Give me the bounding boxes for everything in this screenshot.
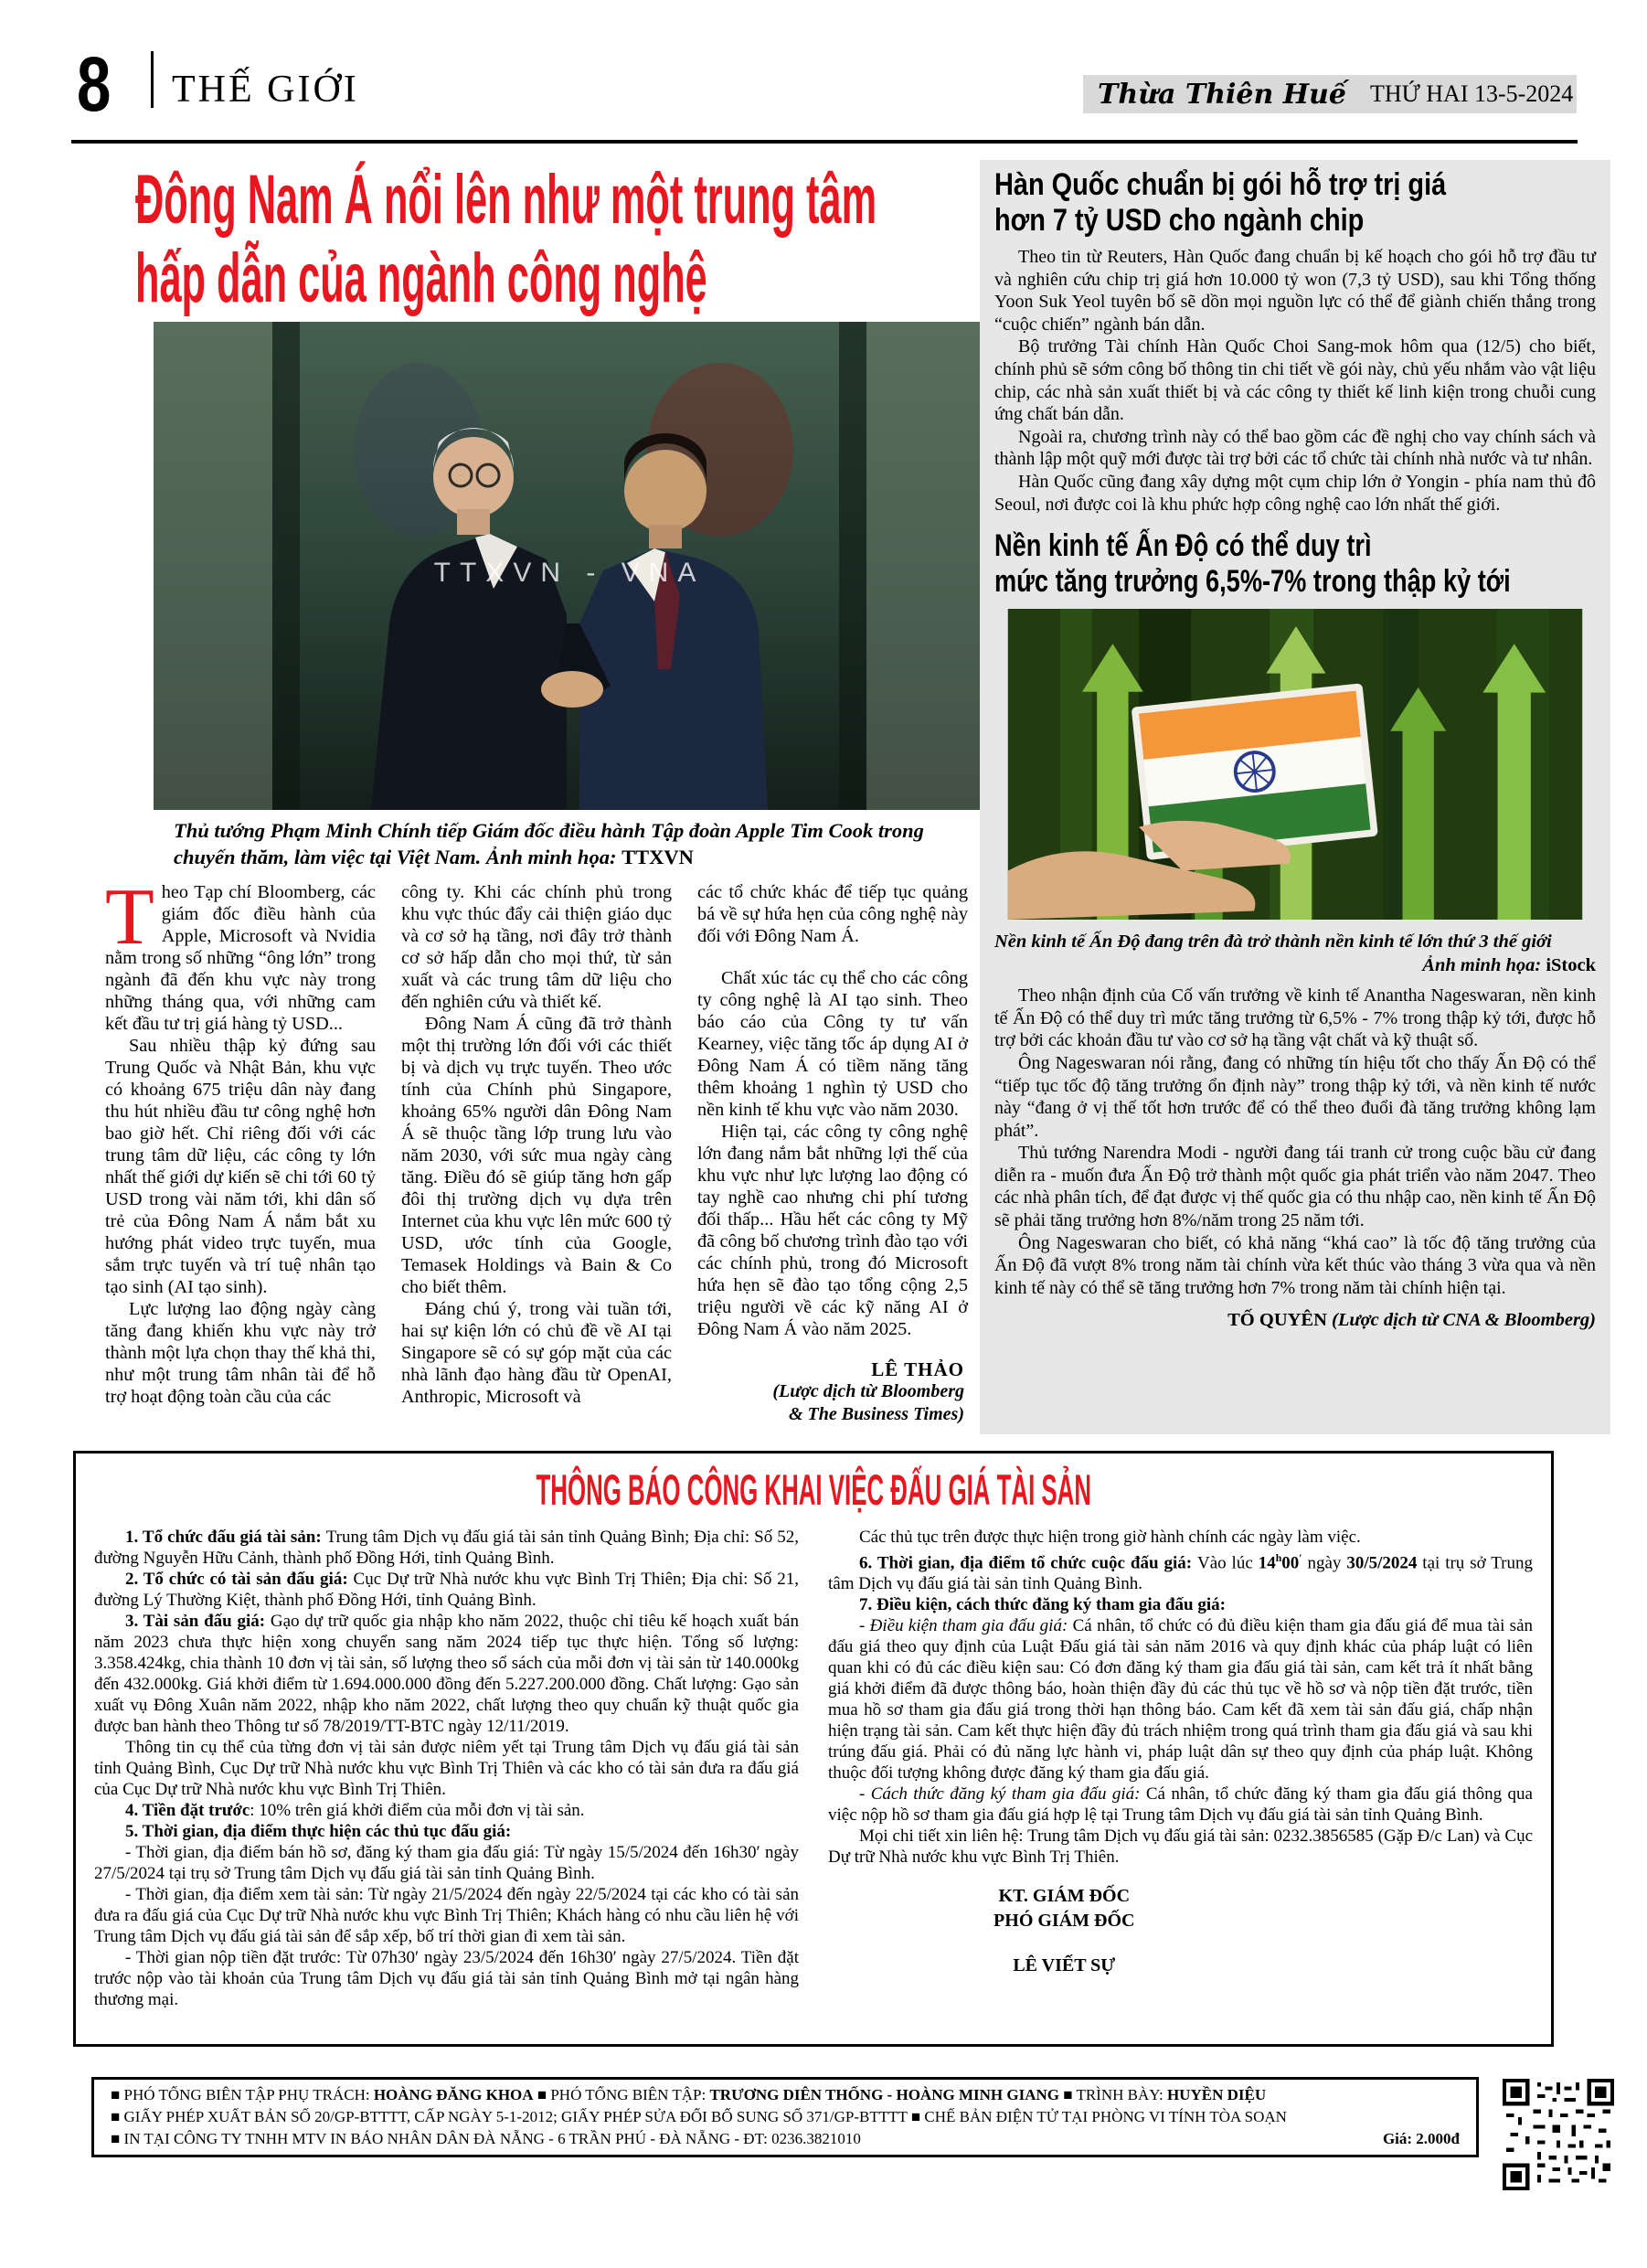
auction-signature-block xyxy=(870,1884,1258,1978)
imprint-line-3 xyxy=(111,2130,1460,2148)
paragraph: Theo tin từ Reuters, Hàn Quốc đang chuẩn bị kế hoạch cho gói hỗ trợ đầu tư và nghiên cứu chip trị giá hơn 10.000 tỷ won (7,3 tỷ USD), sau khi Tổng thống Yoon Suk Yeol tuyên bố sẽ dồn mọi nguồn lực có thể để giành chiến thắng trong “cuộc chiến” ngành bán dẫn. xyxy=(994,247,1596,335)
paragraph: Ngoài ra, chương trình này có thể bao gồm các đề nghị cho vay chính sách và thành lập một quỹ mới được tài trợ bởi các tổ chức tài chính nhà nước và tư nhân. xyxy=(994,426,1596,470)
paragraph: - Thời gian, địa điểm bán hồ sơ, đăng ký tham gia đấu giá: Từ ngày 15/5/2024 đến 16h30′ ngày 27/5/2024 tại trụ sở Trung tâm Dịch vụ đấu giá tài sản tỉnh Quảng Bình. xyxy=(94,1843,799,1883)
header-divider xyxy=(151,51,154,108)
india-photo xyxy=(994,609,1596,924)
paragraph: 7. Điều kiện, cách thức đăng ký tham gia đấu giá: xyxy=(859,1595,1226,1615)
paragraph: 2. Tổ chức có tài sản đấu giá: Cục Dự trữ Nhà nước khu vực Bình Trị Thiên; Địa chỉ: Số 21, đường Lý Thường Kiệt, thành phố Đồng Hới, tỉnh Quảng Bình. xyxy=(94,1570,799,1610)
paragraph: Thông tin cụ thể của từng đơn vị tài sản được niêm yết tại Trung tâm Dịch vụ đấu giá tài sản tỉnh Quảng Bình, Cục Dự trữ Nhà nước khu vực Bình Trị Thiên và các kho có tài sản đưa ra đấu giá của Cục Dự trữ Nhà nước khu vực Bình Trị Thiên. xyxy=(94,1738,799,1799)
lead-headline-line1: Đông Nam Á nổi lên như một trung tâm xyxy=(135,161,877,239)
india-article-body xyxy=(994,985,1596,1299)
auction-notice-title: THÔNG BÁO CÔNG KHAI VIỆC ĐẤU GIÁ TÀI SẢN xyxy=(536,1465,1091,1514)
lead-column-1 xyxy=(105,873,376,1426)
world-news-panel xyxy=(980,160,1610,1434)
paragraph: 5. Thời gian, địa điểm thực hiện các thủ tục đấu giá: xyxy=(125,1822,512,1841)
paragraph: Hàn Quốc cũng đang xây dựng một cụm chip lớn ở Yongin - phía nam thủ đô Seoul, nơi được coi là khu phức hợp công nghệ cao lớn nhất thế giới. xyxy=(994,471,1596,515)
masthead-logo: Thừa Thiên Huế xyxy=(1098,78,1346,111)
auction-notice-body xyxy=(94,1527,1533,2010)
paragraph: các tổ chức khác để tiếp tục quảng bá về sự hứa hẹn của công nghệ này đối với Đông Nam Á. xyxy=(697,882,968,946)
paragraph: Chất xúc tác cụ thể cho các công ty công nghệ là AI tạo sinh. Theo báo cáo của Công ty tư vấn Kearney, việc tăng tốc áp dụng AI ở Đông Nam Á có tiềm năng tăng thêm khoảng 1 nghìn tỷ USD cho nền kinh tế khu vực vào năm 2030. xyxy=(697,968,968,1120)
section-title: THẾ GIỚI xyxy=(172,69,359,111)
header-rule xyxy=(71,140,1578,144)
paragraph: Đông Nam Á cũng đã trở thành một thị trường lớn đối với các thiết bị và dịch vụ trực tuyến. Theo ước tính của Chính phủ Singapore, khoảng 65% người dân Đông Nam Á sẽ thuộc tầng lớp trung lưu vào năm 2030, với sức mua ngày càng tăng. Điều đó sẽ giúp tăng hơn gấp đôi thị trường dịch vụ dựa trên Internet của khu vực lên mức 600 tỷ USD, ước tính của Google, Temasek Holdings và Bain & Co cho biết thêm. xyxy=(401,1014,672,1297)
paragraph: Mọi chi tiết xin liên hệ: Trung tâm Dịch vụ đấu giá tài sản: 0232.3856585 (Gặp Đ/c Lan) và Cục Dự trữ Nhà nước khu vực Bình Trị Thiên. xyxy=(828,1826,1533,1868)
paragraph: Các thủ tục trên được thực hiện trong giờ hành chính các ngày làm việc. xyxy=(859,1528,1361,1547)
paragraph: - Thời gian, địa điểm xem tài sản: Từ ngày 21/5/2024 đến ngày 22/5/2024 tại các kho có tài sản đưa ra đấu giá của Cục Dự trữ Nhà nước khu vực Bình Trị Thiên; Khách hàng có nhu cầu liên hệ với Trung tâm Dịch vụ đấu giá tài sản để sắp xếp, bố trí thời gian đi xem tài sản. xyxy=(94,1885,799,1946)
paragraph: Hiện tại, các công ty công nghệ lớn đang nắm bắt những lợi thế của khu vực như lực lượng lao động có tay nghề cao nhưng chi phí tương đối thấp... Hầu hết các công ty Mỹ đã công bố chương trình đào tạo với các chính phủ, trong đó Microsoft hứa hẹn sẽ đào tạo tổng cộng 2,5 triệu người về các kỹ năng AI ở Đông Nam Á vào năm 2025. xyxy=(697,1122,968,1339)
india-photo-illustration xyxy=(994,609,1596,920)
paragraph: công ty. Khi các chính phủ trong khu vực thúc đẩy cải thiện giáo dục và cơ sở hạ tầng, nơi đây trở thành cơ sở hấp dẫn cho mọi thứ, từ sản xuất và các trung tâm dữ liệu cho đến nghiên cứu và thiết kế. xyxy=(401,882,672,1012)
paragraph: Đáng chú ý, trong vài tuần tới, hai sự kiện lớn có chủ đề về AI tại Singapore sẽ có sự góp mặt của các nhà lãnh đạo hàng đầu từ OpenAI, Anthropic, Microsoft và xyxy=(401,1299,672,1407)
lead-byline: LÊ THẢO xyxy=(871,1358,964,1380)
page-number: 8 xyxy=(77,41,112,127)
paragraph: Bộ trưởng Tài chính Hàn Quốc Choi Sang-mok hôm qua (12/5) cho biết, chính phủ sẽ sớm công bố thông tin chi tiết về gói này, chủ yếu nhắm vào vật liệu chip, các nhà sản xuất thiết bị và các công ty thiết kế linh kiện trong chuỗi cung ứng chất bán dẫn. xyxy=(994,336,1596,425)
korea-article-body xyxy=(994,246,1596,516)
paragraph: Ông Nageswaran nói rằng, đang có những tín hiệu tốt cho thấy Ấn Độ có thể “tiếp tục tốc độ tăng trưởng ổn định này” trong thập kỷ tới, và nền kinh tế nước này “đang ở vị thế tốt hơn trước để có thể theo đuổi đà tăng trưởng không lạm phát”. xyxy=(994,1052,1596,1141)
paragraph: Thủ tướng Narendra Modi - người đang tái tranh cử trong cuộc bầu cử đang diễn ra - muốn đưa Ấn Độ trở thành một quốc gia phát triển vào năm 2047. Theo các nhà phân tích, để đạt được vị thế quốc gia có thu nhập cao, nền kinh tế Ấn Độ sẽ phải tăng trưởng hơn 8%/năm trong 25 năm tới. xyxy=(994,1143,1596,1231)
paragraph: Theo Tạp chí Bloomberg, các giám đốc điều hành của Apple, Microsoft và Nvidia nằm trong số những “ông lớn” trong ngành đã đến khu vực này trong những tháng qua, với những cam kết đầu tư trị giá hàng tỷ USD... xyxy=(105,873,376,1034)
lead-byline-block xyxy=(697,1358,968,1426)
paragraph: 4. Tiền đặt trước: 10% trên giá khởi điểm của mỗi đơn vị tài sản. xyxy=(125,1801,585,1820)
korea-headline-line1: Hàn Quốc chuẩn bị gói hỗ trợ trị giá xyxy=(994,167,1447,202)
paragraph: - Cách thức đăng ký tham gia đấu giá: Cá nhân, tổ chức đăng ký tham gia đấu giá thông qua việc nộp hồ sơ tham gia đấu giá hợp lệ tại Trung tâm Dịch vụ đấu giá tài sản tỉnh Quảng Bình. xyxy=(828,1784,1533,1826)
paragraph: 3. Tài sản đấu giá: Gạo dự trữ quốc gia nhập kho năm 2022, thuộc chỉ tiêu kế hoạch xuất bán năm 2023 chưa thực hiện xong chuyển sang năm 2024 tiếp tục thực hiện. Tổng số lượng: 3.358.424kg, chia thành 10 đơn vị tài sản, số lượng theo sổ sách của mỗi đơn vị tài sản từ 140.000kg đến 432.000kg. Giá khởi điểm từ 1.694.000.000 đồng đến 5.227.200.000 đồng. Chất lượng: Gạo sản xuất vụ Đông Xuân năm 2022, nhập kho năm 2022, chất lượng theo quy chuẩn kỹ thuật quốc gia được ban hành theo Thông tư số 78/2019/TT-BTC ngày 12/11/2019. xyxy=(94,1612,799,1736)
india-headline-line2: mức tăng trưởng 6,5%-7% trong thập kỷ tới xyxy=(994,564,1511,600)
signature-title-1: KT. GIÁM ĐỐC xyxy=(998,1886,1131,1907)
india-byline: TỐ QUYÊN (Lược dịch từ CNA & Bloomberg) xyxy=(1227,1310,1596,1331)
paragraph: Theo nhận định của Cố vấn trưởng về kinh tế Anantha Nageswaran, nền kinh tế Ấn Độ có thể duy trì mức tăng trưởng từ 6,5% - 7% trong thập kỷ tới, được hỗ trợ bởi các khoản đầu tư vào cơ sở hạ tầng vật chất và kỹ thuật số. xyxy=(994,985,1596,1051)
masthead-band xyxy=(1083,75,1577,113)
lead-photo xyxy=(154,322,985,810)
paragraph: Lực lượng lao động ngày càng tăng đang khiến khu vực này trở thành một lựa chọn thay thế khả thi, như một trung tâm nhân tài để hỗ trợ hoạt động toàn cầu của các xyxy=(105,1299,376,1407)
korea-article-headline xyxy=(994,167,1596,239)
auction-left-column xyxy=(94,1527,799,2010)
imprint-line-1: ■ PHÓ TỔNG BIÊN TẬP PHỤ TRÁCH: HOÀNG ĐĂNG KHOA ■ PHÓ TỔNG BIÊN TẬP: TRƯƠNG DIÊN THỐNG - HOÀNG MINH GIANG ■ TRÌNH BÀY: HUYỀN DIỆU xyxy=(111,2086,1267,2103)
india-photo-caption xyxy=(994,930,1596,977)
lead-article-body xyxy=(105,873,968,1426)
lead-photo-caption: Thủ tướng Phạm Minh Chính tiếp Giám đốc điều hành Tập đoàn Apple Tim Cook trong chuyến thăm, làm việc tại Việt Nam. Ảnh minh họa: TTXVN xyxy=(174,819,924,868)
signature-name: LÊ VIẾT SỰ xyxy=(1013,1955,1116,1976)
lead-column-3 xyxy=(697,881,968,1426)
paragraph: Sau nhiều thập kỷ đứng sau Trung Quốc và Nhật Bản, khu vực có khoảng 675 triệu dân này đang thu hút nhiều đầu tư công nghệ hơn bao giờ hết. Chỉ riêng đối với các trung tâm dữ liệu, các công ty lớn nhất thế giới dự kiến sẽ chi tới 60 tỷ USD trong vài năm tới, khi dân số trẻ của Đông Nam Á nắm bắt xu hướng phát video trực tuyến, mua sắm trực tuyến và trí tuệ nhân tạo tạo sinh (AI tạo sinh). xyxy=(105,1036,376,1297)
issue-date: THỨ HAI 13-5-2024 xyxy=(1369,80,1574,107)
drop-cap: T xyxy=(105,873,154,962)
signature-title-2: PHÓ GIÁM ĐỐC xyxy=(994,1911,1135,1932)
lead-column-2 xyxy=(401,881,672,1426)
imprint-box xyxy=(91,2077,1479,2157)
paragraph: - Thời gian nộp tiền đặt trước: Từ 07h30′ ngày 23/5/2024 đến 16h30′ ngày 27/5/2024. Tiền đặt trước nộp vào tài khoản của Trung tâm Dịch vụ đấu giá tài sản tỉnh Quảng Bình mở tại ngân hàng thương mại. xyxy=(94,1948,799,2009)
india-caption-line2: Ảnh minh họa: iStock xyxy=(1422,955,1596,976)
korea-headline-line2: hơn 7 tỷ USD cho ngành chip xyxy=(994,203,1365,238)
qr-code-icon xyxy=(1503,2079,1614,2190)
auction-right-column xyxy=(828,1527,1533,2010)
india-caption-line1: Nền kinh tế Ấn Độ đang trên đà trở thành nền kinh tế lớn thứ 3 thế giới xyxy=(994,932,1552,953)
lead-source: (Lược dịch từ Bloomberg & The Business Times) xyxy=(772,1381,964,1424)
india-article-headline xyxy=(994,528,1596,600)
lead-headline-line2: hấp dẫn của ngành công nghệ xyxy=(135,240,707,317)
paragraph: - Điều kiện tham gia đấu giá: Cá nhân, tổ chức có đủ điều kiện tham gia đấu giá để mua tài sản đấu giá theo quy định của Luật Đấu giá tài sản năm 2016 và quy định khác của pháp luật có liên quan khi có đủ các điều kiện sau: Có đơn đăng ký tham gia đấu giá tài sản, cam kết trả ít nhất bằng giá khởi điểm đã được thông báo, hoàn thiện đầy đủ các thủ tục về hồ sơ và nộp tiền đặt trước, tiền mua hồ sơ tham gia đấu giá trong thời hạn thông báo. Cam kết đã xem tài sản đấu giá, chấp nhận hiện trạng tài sản. Cam kết thực hiện đầy đủ trách nhiệm trong quá trình tham gia đấu giá và sau khi trúng đấu giá. Phải có đủ năng lực hành vi, pháp luật dân sự theo quy định của pháp luật. Không thuộc đối tượng không được đăng ký tham gia đấu giá. xyxy=(828,1616,1534,1784)
imprint-line-3-text: ■ IN TẠI CÔNG TY TNHH MTV IN BÁO NHÂN DÂN ĐÀ NẴNG - 6 TRẦN PHÚ - ĐÀ NẴNG - ĐT: 0236.3821010 xyxy=(111,2130,861,2147)
paragraph: 1. Tổ chức đấu giá tài sản: Trung tâm Dịch vụ đấu giá tài sản tỉnh Quảng Bình; Địa chỉ: Số 52, đường Nguyễn Hữu Cảnh, thành phố Đồng Hới, tỉnh Quảng Bình. xyxy=(94,1528,799,1568)
imprint-line-2: ■ GIẤY PHÉP XUẤT BẢN SỐ 20/GP-BTTTT, CẤP NGÀY 5-1-2012; GIẤY PHÉP SỬA ĐỔI BỔ SUNG SỐ 371/GP-BTTTT ■ CHẾ BẢN ĐIỆN TỬ TẠI PHÒNG VI TÍNH TÒA SOẠN xyxy=(111,2108,1287,2125)
auction-notice-box xyxy=(73,1451,1554,2047)
paragraph: 6. Thời gian, địa điểm tổ chức cuộc đấu giá: Vào lúc 14$^h$00′ ngày 30/5/2024 tại trụ sở Trung tâm Dịch vụ đấu giá tài sản tỉnh Quảng Bình. xyxy=(828,1552,1533,1594)
photo-watermark: TTXVN - VNA xyxy=(433,558,706,588)
paragraph: Ông Nageswaran cho biết, có khả năng “khá cao” là tốc độ tăng trưởng của Ấn Độ đã vượt 8% trong năm tài chính vừa kết thúc vào tháng 3 vừa qua và nền kinh tế này có thể sẽ tăng trưởng hơn 7% trong năm tài chính hiện tại. xyxy=(994,1232,1596,1298)
price-label: Giá: 2.000đ xyxy=(1382,2130,1460,2147)
india-headline-line1: Nền kinh tế Ấn Độ có thể duy trì xyxy=(994,528,1372,564)
